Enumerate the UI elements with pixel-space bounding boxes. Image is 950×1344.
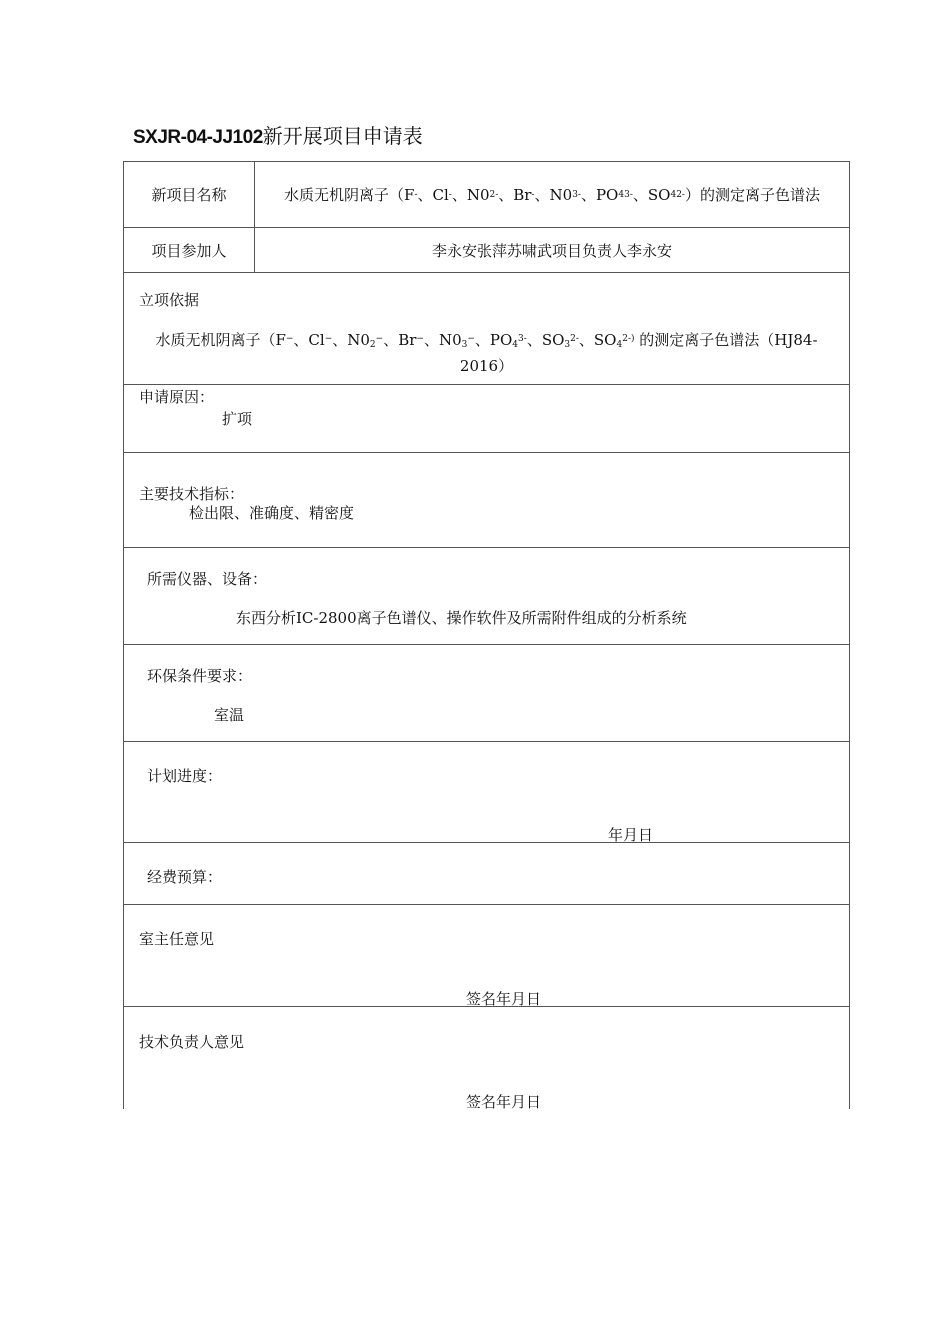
row-participants: [124, 228, 849, 273]
budget-label: 经费预算：: [147, 868, 223, 886]
row-tech-lead-opinion: [124, 1007, 849, 1110]
form-code: SXJR-04-JJ102: [133, 127, 263, 148]
instruments-value: 东西分析IC-2800离子色谱仪、操作软件及所需附件组成的分析系统: [236, 609, 687, 627]
row-budget: [124, 843, 849, 905]
row-project-name: [124, 162, 849, 228]
tech-lead-signature: 签名年月日: [466, 1093, 542, 1111]
tech-lead-opinion-label: 技术负责人意见: [139, 1033, 245, 1051]
form-title: [133, 120, 423, 149]
basis-label: 立项依据: [139, 291, 200, 309]
environment-value: 室温: [214, 706, 245, 724]
schedule-date: 年月日: [608, 826, 654, 844]
tech-indicators-label: 主要技术指标：: [139, 485, 245, 503]
instruments-label: 所需仪器、设备：: [147, 570, 268, 588]
participants-label: 项目参加人: [124, 228, 255, 272]
reason-label: 申请原因：: [139, 388, 215, 406]
participants-value: 李永安张萍苏啸武项目负责人李永安: [431, 241, 672, 260]
reason-value: 扩项: [222, 410, 253, 428]
basis-text: 水质无机阴离子（F−、Cl−、$N0_2^-$、Br−、$N0_3^-$、$PO_4^{3-}$、$SO_3^{2-}$、$SO_4^{2-)}$ 的测定离子色谱法（HJ84- 2016）: [155, 331, 818, 375]
tech-indicators-value: 检出限、准确度、精密度: [189, 504, 355, 522]
project-name-label: 新项目名称: [124, 162, 255, 227]
row-environment: [124, 645, 849, 742]
row-instruments: [124, 548, 849, 645]
director-opinion-label: 室主任意见: [139, 930, 215, 948]
application-form: [123, 161, 850, 1109]
schedule-label: 计划进度：: [147, 767, 223, 785]
row-reason: [124, 385, 849, 453]
row-schedule: [124, 742, 849, 843]
row-tech-indicators: [124, 453, 849, 548]
environment-label: 环保条件要求：: [147, 667, 253, 685]
director-signature: 签名年月日: [466, 990, 542, 1008]
project-name-value: 水质无机阴离子（F - 、Cl - 、N0 2 - 、Br - 、N0 3 - 、PO 4 3- 、SO 4 2- ）的测定离子色谱法: [284, 186, 820, 204]
form-name: 新开展项目申请表: [262, 124, 423, 148]
row-director-opinion: [124, 905, 849, 1007]
row-basis: [124, 273, 849, 385]
